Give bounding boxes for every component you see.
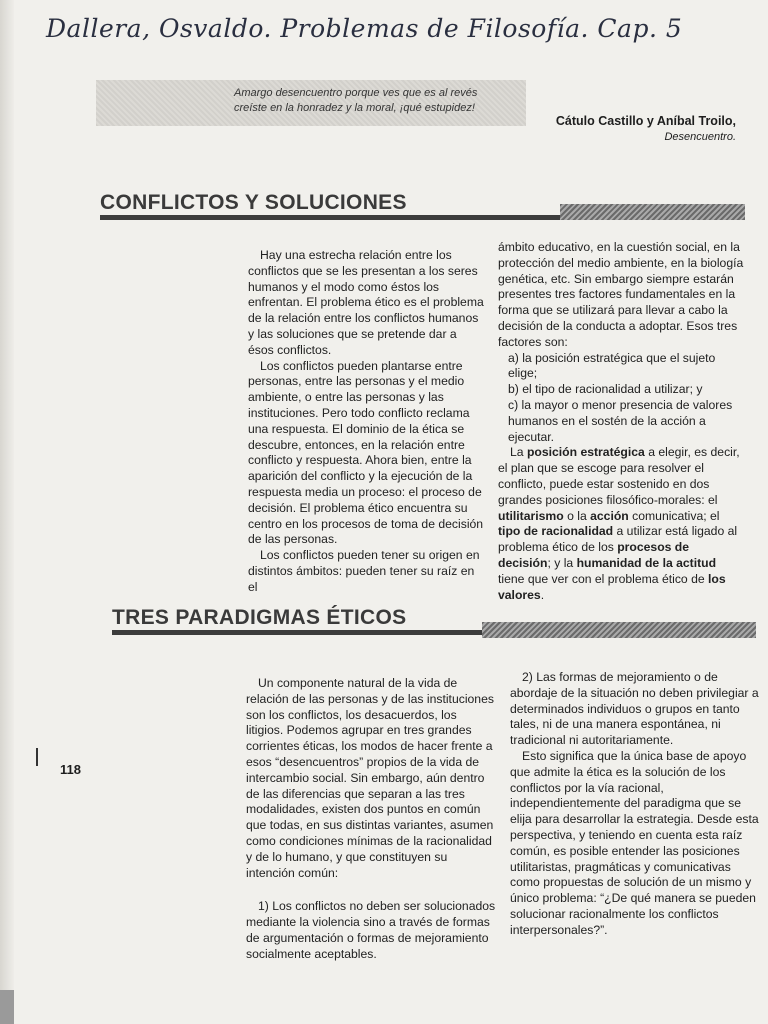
epigraph-line: Amargo desencuentro porque ves que es al revés	[234, 87, 478, 99]
section-rule-hatch	[482, 622, 756, 638]
text-run: tiene que ver con el problema ético de	[498, 571, 709, 586]
paragraph: 1) Los conflictos no deben ser solucionados mediante la violencia sino a través de formas de argumentación o formas de mejoramiento socialmente aceptables.	[246, 899, 496, 961]
margin-tick	[36, 748, 38, 766]
paragraph: Hay una estrecha relación entre los conflictos que se les presentan a los seres humanos y el modo como éstos los enfrentan. El problema ético es el problema de la relación entre los conflictos humanos y las soluciones que se pretende dar a ésos conflictos.	[248, 248, 484, 357]
bold-term: tipo de racionalidad	[498, 524, 614, 539]
page-number: 118	[60, 762, 81, 777]
epigraph-work: Desencuentro.	[664, 131, 736, 143]
paragraph: Los conflictos pueden plantarse entre personas, entre las personas y el medio ambiente, o entre las personas y las instituciones. Pero todo conflicto reclama una respuesta. El dominio de la ética se descubre, entonces, en la relación entre conflicto y respuesta. Ahora bien, entre la aparición del conflicto y la ejecución de la respuesta media un proceso: el proceso de decisión. El problema ético encuentra su centro en los procesos de toma de decisión de las personas.	[248, 358, 484, 547]
epigraph-line: creíste en la honradez y la moral, ¡qué estupidez!	[234, 102, 475, 114]
epigraph-author: Cátulo Castillo y Aníbal Troilo,	[555, 114, 736, 128]
list-item: a) la posición estratégica que el sujeto elige;	[508, 350, 716, 381]
bold-term: acción	[590, 508, 629, 523]
section-title-paradigmas: TRES PARADIGMAS ÉTICOS	[112, 606, 407, 629]
bold-term: utilitarismo	[498, 508, 564, 523]
section2-right-column	[510, 670, 760, 939]
text-run: La	[510, 445, 527, 460]
bold-term: procesos de decisión	[498, 540, 690, 570]
epigraph	[234, 86, 534, 116]
section1-right-column	[498, 240, 744, 603]
epigraph-attribution	[556, 113, 736, 145]
bold-term: humanidad de la actitud	[576, 555, 717, 570]
scan-edge-shadow	[0, 990, 14, 1024]
text-run: a utilizar está ligado al problema ético de los	[498, 524, 738, 555]
section2-left-column	[246, 676, 496, 963]
list-item: b) el tipo de racionalidad a utilizar; y	[508, 382, 703, 397]
section-title-conflictos: CONFLICTOS Y SOLUCIONES	[100, 191, 407, 214]
paragraph: Un componente natural de la vida de relación de las personas y de las instituciones son los conflictos, los desacuerdos, los litigios. Podemos agrupar en tres grandes corrientes éticas, los modos de hacer frente a esos “desencuentros” propios de la vida de intercambio social. Sin embargo, aún dentro de las diferencias que separan a las tres modalidades, existen dos puntos en común que todas, en sus distintas variantes, asumen como condiciones mínimas de la racionalidad y de lo humano, y que constituyen su intención común:	[246, 676, 494, 880]
text-run: a elegir, es decir, el plan que se escoge para resolver el conflicto, puede estar sostenido en dos grandes posiciones filosófico-morales: el	[498, 445, 740, 507]
text-run: .	[540, 587, 545, 602]
paragraph: Esto significa que la única base de apoyo que admite la ética es la solución de los conflictos por la vía racional, independientemente del paradigma que se elija para desarrollar la estrategia. Desde esta perspectiva, y teniendo en cuenta esta raíz común, es posible entender las posiciones utilitaristas, pragmáticas y comunicativas como propuestas de solución de un mismo y único problema: “¿De qué manera se pueden solucionar racionalmente los conflictos interpersonales?”.	[510, 748, 759, 937]
paragraph: 2) Las formas de mejoramiento o de abordaje de la situación no deben privilegiar a determinados individuos o grupos en tanto tales, ni de una manera espontánea, ni tradicional ni autoritariamente.	[510, 670, 759, 748]
paragraph-factors	[498, 445, 744, 603]
scan-left-edge	[0, 0, 14, 1024]
bold-term: los valores	[498, 571, 726, 602]
section-rule-hatch	[560, 204, 745, 220]
paragraph: ámbito educativo, en la cuestión social, en la protección del medio ambiente, en la biología genética, etc. Sin embargo siempre estarán presentes tres factores fundamentales en la forma que se utilizará para llevar a cabo la decisión de la conducta a adoptar. Esos tres factores son:	[498, 240, 744, 349]
text-run: ; y la	[547, 555, 577, 570]
handwritten-citation: Dallera, Osvaldo. Problemas de Filosofía. Cap. 5	[46, 14, 683, 43]
list-item: c) la mayor o menor presencia de valores humanos en el sostén de la acción a ejecutar.	[508, 397, 733, 444]
section1-left-column	[248, 248, 484, 596]
text-run: o la	[563, 508, 591, 523]
bold-term: posición estratégica	[526, 445, 645, 460]
paragraph: Los conflictos pueden tener su origen en distintos ámbitos: pueden tener su raíz en el	[248, 548, 480, 594]
text-run: comunicativa; el	[628, 508, 720, 523]
